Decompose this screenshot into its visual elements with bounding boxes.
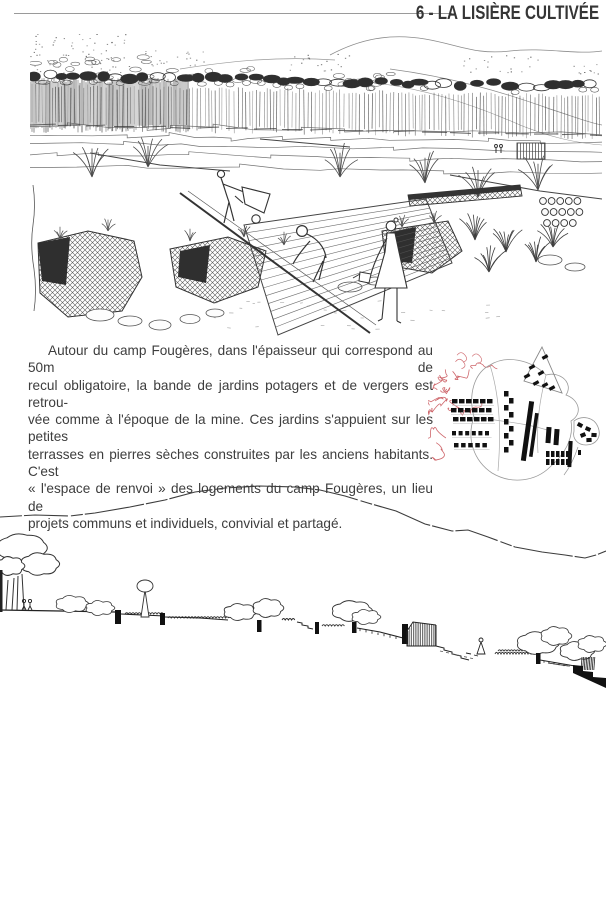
landscape-section-figure [0, 470, 606, 710]
paragraph-line: recul obligatoire, la bande de jardins potagers et de vergers est retrou- [28, 377, 433, 410]
page-title: 6 - LA LISIÈRE CULTIVÉE [415, 3, 599, 24]
header-rule [14, 13, 452, 14]
site-plan-figure [428, 343, 604, 489]
paragraph-line: « l'espace de renvoi » des logements du camp Fougères, un lieu de [28, 481, 433, 514]
paragraph-line: projets communs et individuels, convivial et partagé. [28, 515, 343, 531]
paragraph-line: vée comme à l'époque de la mine. Ces jardins s'appuient sur les petites [28, 412, 433, 445]
paragraph-line: terrasses en pierres sèches construites par les anciens habitants. C'est [28, 446, 433, 480]
terraced-gardens-sketch [30, 25, 602, 337]
paragraph-line: Autour du camp Fougères, dans l'épaisseur qui correspond au 50m de [28, 343, 433, 376]
